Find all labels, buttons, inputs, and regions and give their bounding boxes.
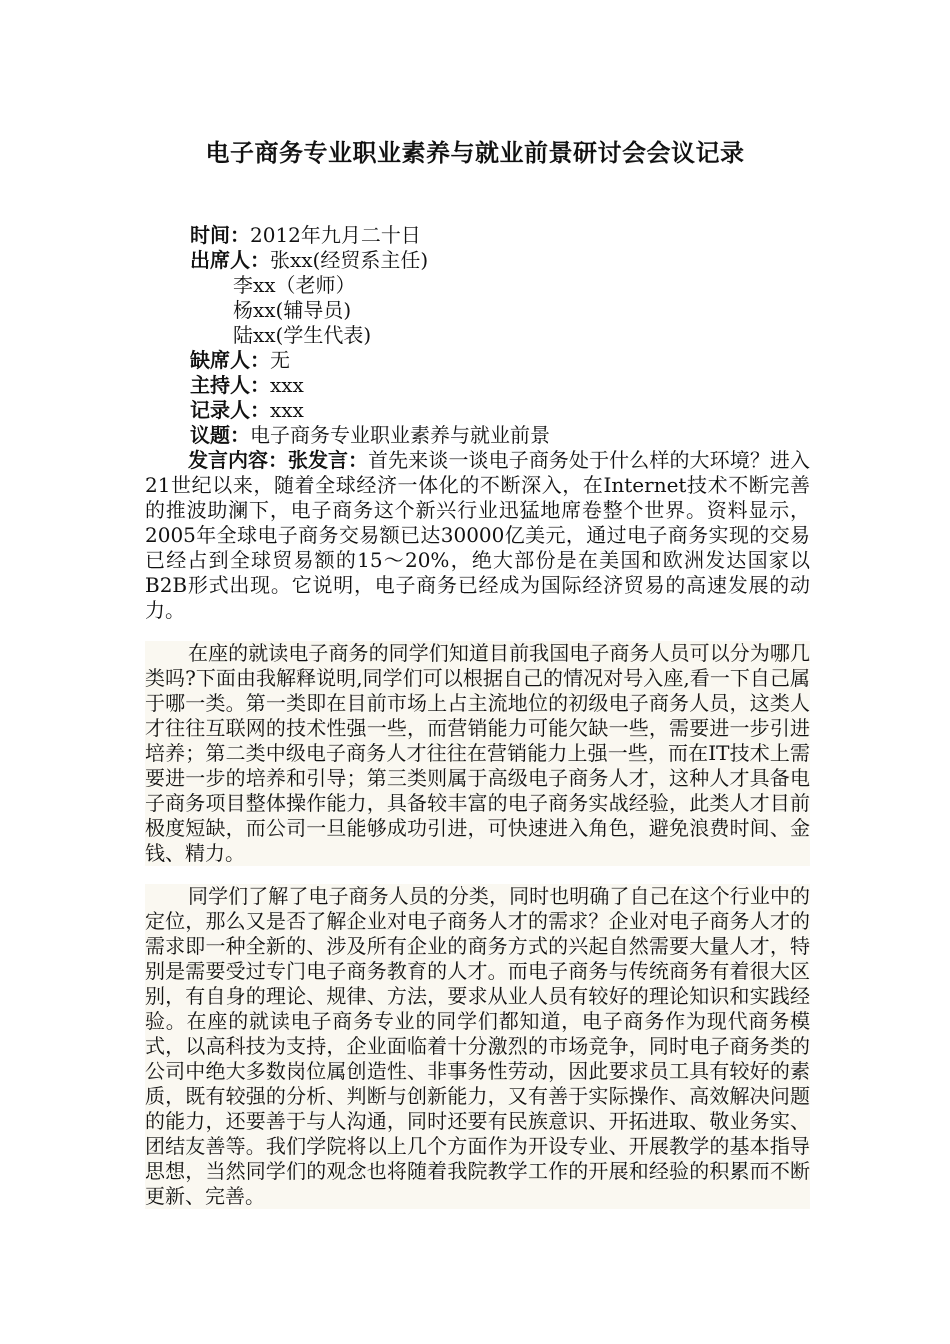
recorder-row xyxy=(190,398,830,423)
speech-paragraph-2: 在座的就读电子商务的同学们知道目前我国电子商务人员可以分为哪几类吗?下面由我解释说明,同学们可以根据自己的情况对号入座,看一下自己属于哪一类。第一类即在目前市场上占主流地位的初级电子商务人员，这类人才往往互联网的技术性强一些，而营销能力可能欠缺一些，需要进一步引进培养；第二类中级电子商务人才往往在营销能力上强一些，而在IT技术上需要进一步的培养和引导；第三类则属于高级电子商务人才，这种人才具备电子商务项目整体操作能力，具备较丰富的电子商务实战经验，此类人才目前极度短缺，而公司一旦能够成功引进，可快速进入角色，避免浪费时间、金钱、精力。 xyxy=(145,641,810,865)
time-value: 2012年九月二十日 xyxy=(250,223,421,247)
speech-paragraph-1 xyxy=(145,448,810,623)
recorder-value: xxx xyxy=(270,398,304,422)
speech-paragraph-3: 同学们了解了电子商务人员的分类，同时也明确了自己在这个行业中的定位，那么又是否了解企业对电子商务人才的需求？企业对电子商务人才的需求即一种全新的、涉及所有企业的商务方式的兴起自然需要大量人才，特别是需要受过专门电子商务教育的人才。而电子商务与传统商务有着很大区别，有自身的理论、规律、方法，要求从业人员有较好的理论知识和实践经验。在座的就读电子商务专业的同学们都知道，电子商务作为现代商务模式，以高科技为支持，企业面临着十分激烈的市场竞争，同时电子商务类的公司中绝大多数岗位属创造性、非事务性劳动，因此要求员工具有较好的素质，既有较强的分析、判断与创新能力，又有善于实际操作、高效解决问题的能力，还要善于与人沟通，同时还要有民族意识、开拓进取、敬业务实、团结友善等。我们学院将以上几个方面作为开设专业、开展教学的基本指导思想，当然同学们的观念也将随着我院教学工作的开展和经验的积累而不断更新、完善。 xyxy=(145,884,810,1208)
absent-value: 无 xyxy=(270,348,290,372)
attendee-item: 陆xx(学生代表) xyxy=(233,323,372,347)
attendee-row xyxy=(190,298,830,323)
attendee-item: 杨xx(辅导员) xyxy=(233,298,352,322)
topic-value: 电子商务专业职业素养与就业前景 xyxy=(250,423,550,447)
attendees-label: 出席人： xyxy=(190,248,270,272)
time-row xyxy=(190,223,830,248)
absent-label: 缺席人： xyxy=(190,348,270,372)
host-label: 主持人： xyxy=(190,373,270,397)
attendees-row xyxy=(190,248,830,273)
speech-paragraph-1-text: 首先来谈一谈电子商务处于什么样的大环境？进入21世纪以来，随着全球经济一体化的不断深入，在Internet技术不断完善的推波助澜下，电子商务这个新兴行业迅猛地席卷整个世界。资料显示，2005年全球电子商务交易额已达30000亿美元，通过电子商务实现的交易已经占到全球贸易额的15～20%，绝大部份是在美国和欧洲发达国家以B2B形式出现。它说明，电子商务已经成为国际经济贸易的高速发展的动力。 xyxy=(145,448,810,622)
host-row xyxy=(190,373,830,398)
speech-body xyxy=(145,448,810,1209)
time-label: 时间： xyxy=(190,223,250,247)
speech-content-label: 发言内容：张发言： xyxy=(188,448,368,472)
page-title: 电子商务专业职业素养与就业前景研讨会会议记录 xyxy=(205,138,745,167)
host-value: xxx xyxy=(270,373,304,397)
absent-row xyxy=(190,348,830,373)
topic-label: 议题： xyxy=(190,423,250,447)
recorder-label: 记录人： xyxy=(190,398,270,422)
attendee-item: 张xx(经贸系主任) xyxy=(270,248,429,272)
meeting-info xyxy=(190,223,830,448)
topic-row xyxy=(190,423,830,448)
attendee-item: 李xx（老师） xyxy=(233,273,356,297)
attendee-row xyxy=(190,273,830,298)
attendee-row xyxy=(190,323,830,348)
